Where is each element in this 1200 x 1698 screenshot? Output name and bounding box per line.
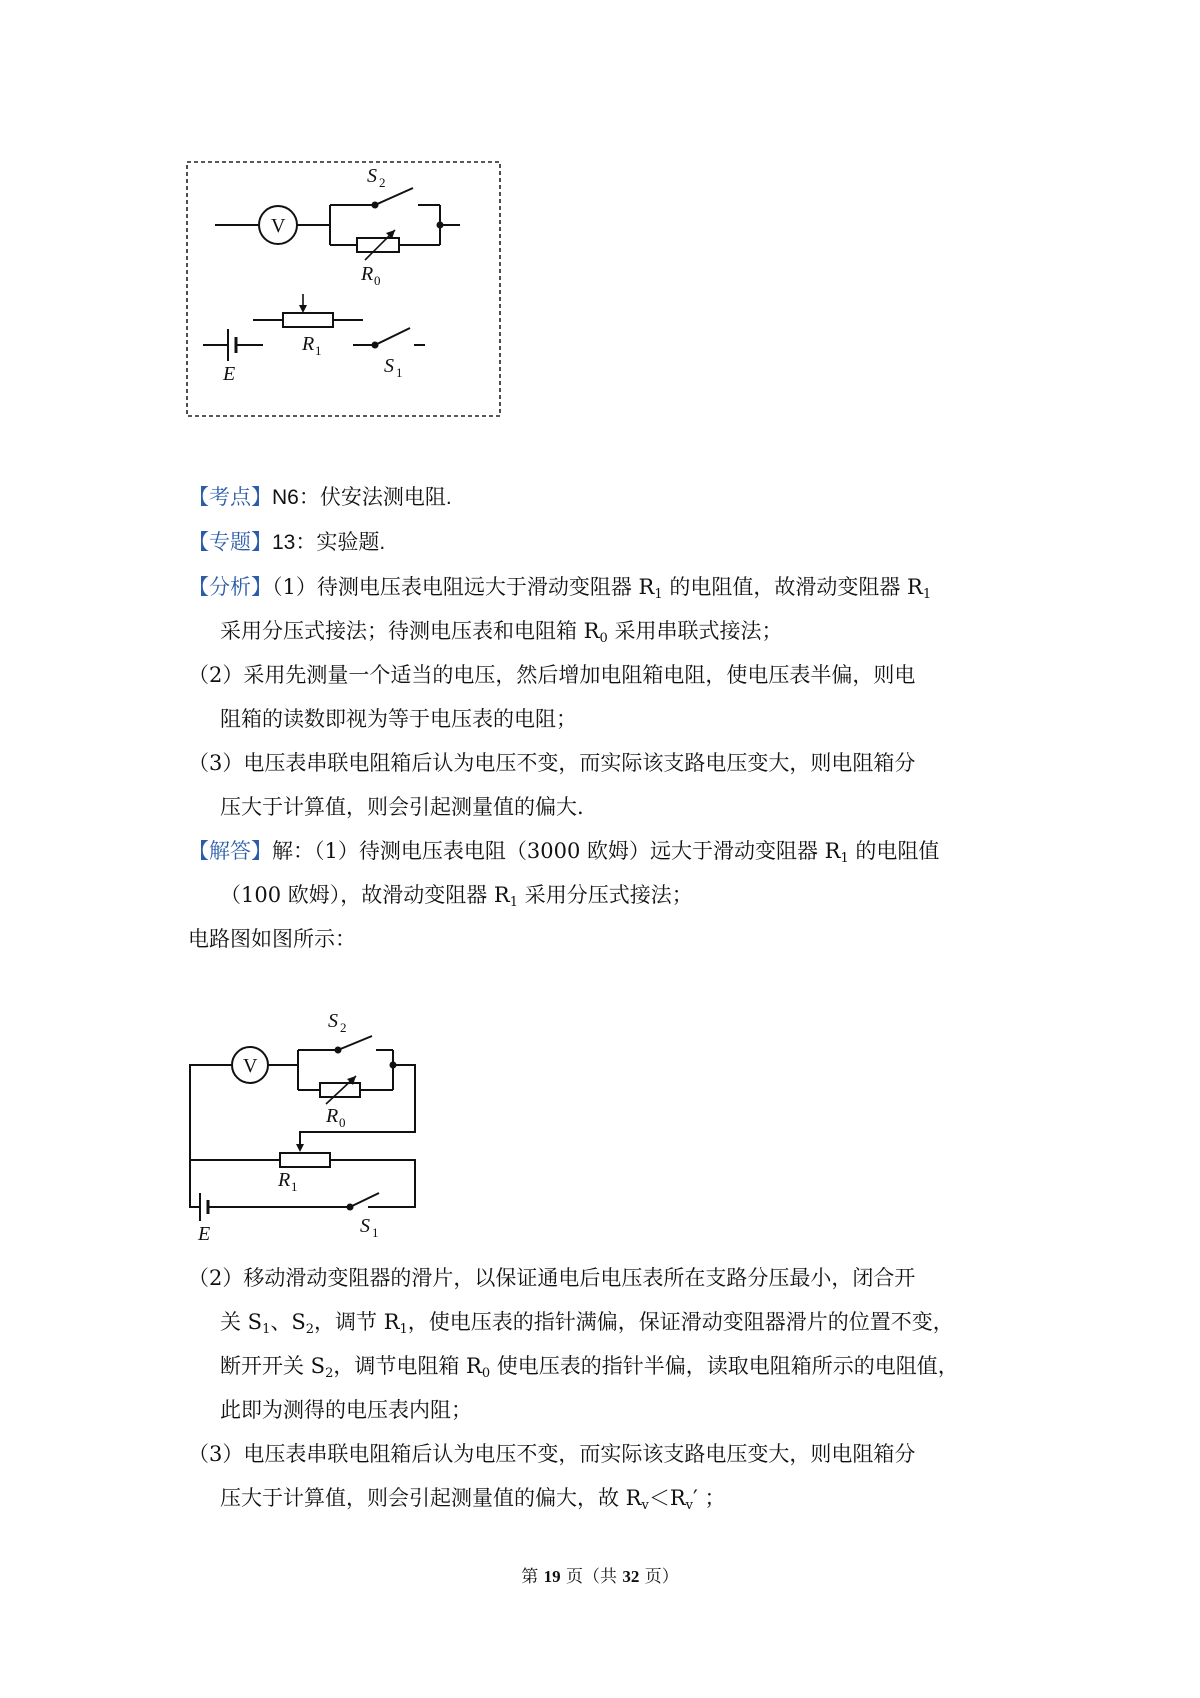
jieda-text: ，调节 R [314, 1310, 400, 1334]
jieda-text: ，使电压表的指针满偏，保证滑动变阻器滑片的位置不变， [407, 1310, 954, 1334]
zhuanti-text: 13：实验题. [272, 531, 386, 554]
fenxi-text: 采用串联式接法； [607, 619, 783, 643]
battery-label: E [223, 363, 236, 385]
r1-label: R [302, 333, 315, 355]
subscript: 1 [922, 587, 932, 602]
continuation-line [188, 873, 1048, 917]
fenxi-paragraph-3 [188, 741, 1048, 829]
circuit-components-figure [185, 160, 505, 420]
s1-label: S [384, 355, 394, 377]
jieda-paragraph-1 [188, 829, 1048, 917]
r1-subscript: 1 [291, 1179, 298, 1194]
fenxi-text: 采用分压式接法；待测电压表和电阻箱 R [220, 619, 600, 643]
jieda-text: 使电压表的指针半偏，读取电阻箱所示的电阻值， [490, 1354, 959, 1378]
battery-label: E [198, 1223, 211, 1245]
subscript: 1 [509, 895, 519, 910]
switch-s2 [338, 1036, 372, 1050]
footer-text: 页） [639, 1567, 679, 1587]
s1-subscript: 1 [396, 365, 403, 380]
s2-subscript: 2 [340, 1020, 347, 1035]
s1-label: S [360, 1215, 370, 1237]
s2-label: S [367, 165, 377, 187]
switch-s1 [350, 1193, 379, 1207]
complete-circuit-figure [180, 1000, 440, 1245]
jieda-text: 关 S [220, 1310, 263, 1334]
circuit-caption: 电路图如图所示： [188, 927, 356, 951]
fenxi-tag: 【分析】 [188, 575, 272, 599]
r0-label: R [326, 1105, 339, 1127]
subscript: 2 [325, 1366, 334, 1381]
s1-subscript: 1 [372, 1225, 379, 1240]
fenxi-text: （1）待测电压表电阻远大于滑动变阻器 R [272, 575, 655, 599]
switch-s2 [375, 188, 413, 205]
r1-subscript: 1 [315, 343, 322, 358]
footer-text: 页（共 [560, 1567, 623, 1587]
continuation-line: 此即为测得的电压表内阻； [220, 1398, 472, 1422]
subscript: 2 [305, 1322, 315, 1337]
fenxi-paragraph-2 [188, 653, 1048, 741]
subscript: 1 [840, 851, 849, 866]
page-footer [0, 1562, 1200, 1587]
kaodian-line [188, 475, 1048, 520]
jieda-paragraph-2 [188, 1256, 1048, 1432]
solution-section [188, 1256, 1048, 1520]
s2-subscript: 2 [379, 175, 386, 190]
fenxi-text: （2）采用先测量一个适当的电压，然后增加电阻箱电阻，使电压表半偏，则电 [188, 663, 916, 687]
subscript: 1 [262, 1322, 271, 1337]
kaodian-tag: 【考点】 [188, 485, 272, 509]
continuation-line [188, 609, 1048, 653]
jieda-text: ，调节电阻箱 R [333, 1354, 482, 1378]
jieda-text: （2）移动滑动变阻器的滑片，以保证通电后电压表所在支路分压最小，闭合开 [188, 1266, 916, 1290]
continuation-line [188, 1300, 1048, 1344]
continuation-line: 压大于计算值，则会引起测量值的偏大. [220, 795, 584, 819]
continuation-line [188, 1476, 1048, 1520]
continuation-line [188, 1344, 1048, 1388]
r0-label: R [361, 263, 374, 285]
jieda-text: 的电阻值 [848, 839, 940, 863]
jieda-text: ＜R [648, 1486, 686, 1510]
switch-s1 [375, 328, 410, 345]
jieda-tag: 【解答】 [188, 839, 272, 863]
jieda-text: （100 欧姆），故滑动变阻器 R [220, 883, 510, 907]
subscript: v [641, 1498, 649, 1513]
jieda-paragraph-3 [188, 1432, 1048, 1520]
s2-label: S [328, 1010, 338, 1032]
subscript: 1 [399, 1322, 408, 1337]
subscript: v [685, 1498, 694, 1513]
continuation-line: 阻箱的读数即视为等于电压表的电阻； [220, 707, 577, 731]
jieda-text: （3）电压表串联电阻箱后认为电压不变，而实际该支路电压变大，则电阻箱分 [188, 1442, 916, 1466]
total-pages: 32 [622, 1567, 640, 1586]
jieda-text: ′ ； [693, 1486, 726, 1510]
rheostat-r1 [280, 1153, 330, 1167]
jieda-text: 、S [270, 1310, 306, 1334]
resistor-box-r0 [357, 238, 399, 252]
fenxi-text: 的电阻值，故滑动变阻器 R [662, 575, 923, 599]
r0-subscript: 0 [339, 1115, 346, 1130]
kaodian-text: N6：伏安法测电阻. [272, 486, 452, 509]
subscript: 0 [599, 631, 608, 646]
r1-label: R [278, 1169, 291, 1191]
fenxi-text: （3）电压表串联电阻箱后认为电压不变，而实际该支路电压变大，则电阻箱分 [188, 751, 916, 775]
jieda-text: 压大于计算值，则会引起测量值的偏大，故 R [220, 1486, 642, 1510]
fenxi-paragraph-1 [188, 565, 1048, 653]
voltmeter-label: V [271, 215, 286, 237]
jieda-text: 断开开关 S [220, 1354, 326, 1378]
footer-text: 第 [521, 1567, 544, 1587]
jieda-text: 采用分压式接法； [518, 883, 693, 907]
r0-subscript: 0 [374, 273, 381, 288]
analysis-section [188, 475, 1048, 961]
rheostat-r1 [283, 313, 333, 327]
zhuanti-tag: 【专题】 [188, 530, 272, 554]
zhuanti-line [188, 520, 1048, 565]
subscript: 1 [654, 587, 663, 602]
voltmeter-label: V [243, 1055, 258, 1077]
subscript: 0 [481, 1366, 491, 1381]
page-number: 19 [543, 1567, 561, 1586]
jieda-text: 解：（1）待测电压表电阻（3000 欧姆）远大于滑动变阻器 R [272, 839, 841, 863]
